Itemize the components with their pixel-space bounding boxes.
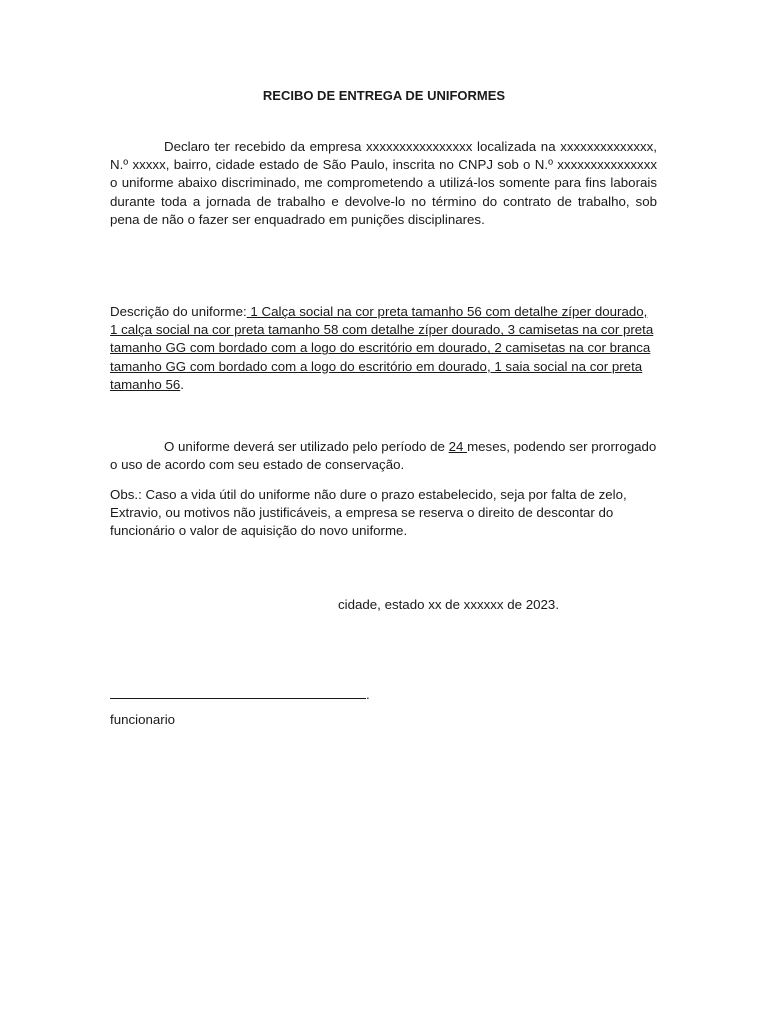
uniform-description-paragraph <box>110 303 657 394</box>
description-items: 1 Calça social na cor preta tamanho 56 com detalhe zíper dourado, 1 calça social na cor preta tamanho 58 com detalhe zíper dourado, 3 camisetas na cor preta tamanho GG com bordado com a logo do escritório em dourado, 2 camisetas na cor branca tamanho GG com bordado com a logo do escritório em dourado, 1 saia social na cor preta tamanho 56 <box>110 304 654 392</box>
usage-period-paragraph <box>110 438 657 474</box>
signature-label: funcionario <box>110 712 176 727</box>
signature-rule <box>110 684 366 699</box>
description-label: Descrição do uniforme: <box>110 304 247 319</box>
usage-months: 24 <box>448 439 468 454</box>
signature-line <box>110 684 370 704</box>
date-line: cidade, estado xx de xxxxxx de 2023. <box>338 597 560 612</box>
usage-after: meses, podendo ser prorrogado o uso de acordo com seu estado de conservação. <box>110 439 657 473</box>
signature-end: . <box>366 687 370 702</box>
observation-paragraph: Obs.: Caso a vida útil do uniforme não dure o prazo estabelecido, seja por falta de zelo, Extravio, ou motivos não justificáveis, a empresa se reserva o direito de descontar do funcionário o valor de aquisição do novo uniforme. <box>110 487 627 539</box>
declaration-paragraph: Declaro ter recebido da empresa xxxxxxxxxxxxxxxx localizada na xxxxxxxxxxxxxx, N.º xxxxx, bairro, cidade estado de São Paulo, inscrita no CNPJ sob o N.º xxxxxxxxxxxxxxx o uniforme abaixo discriminado, me comprometendo a utilizá-los somente para fins laborais durante toda a jornada de trabalho e devolve-lo no término do contrato de trabalho, sob pena de não o fazer ser enquadrado em punições disciplinares. <box>110 139 657 227</box>
usage-before: O uniforme deverá ser utilizado pelo período de <box>164 439 449 454</box>
description-end: . <box>180 376 184 392</box>
document-title: RECIBO DE ENTREGA DE UNIFORMES <box>262 88 506 103</box>
